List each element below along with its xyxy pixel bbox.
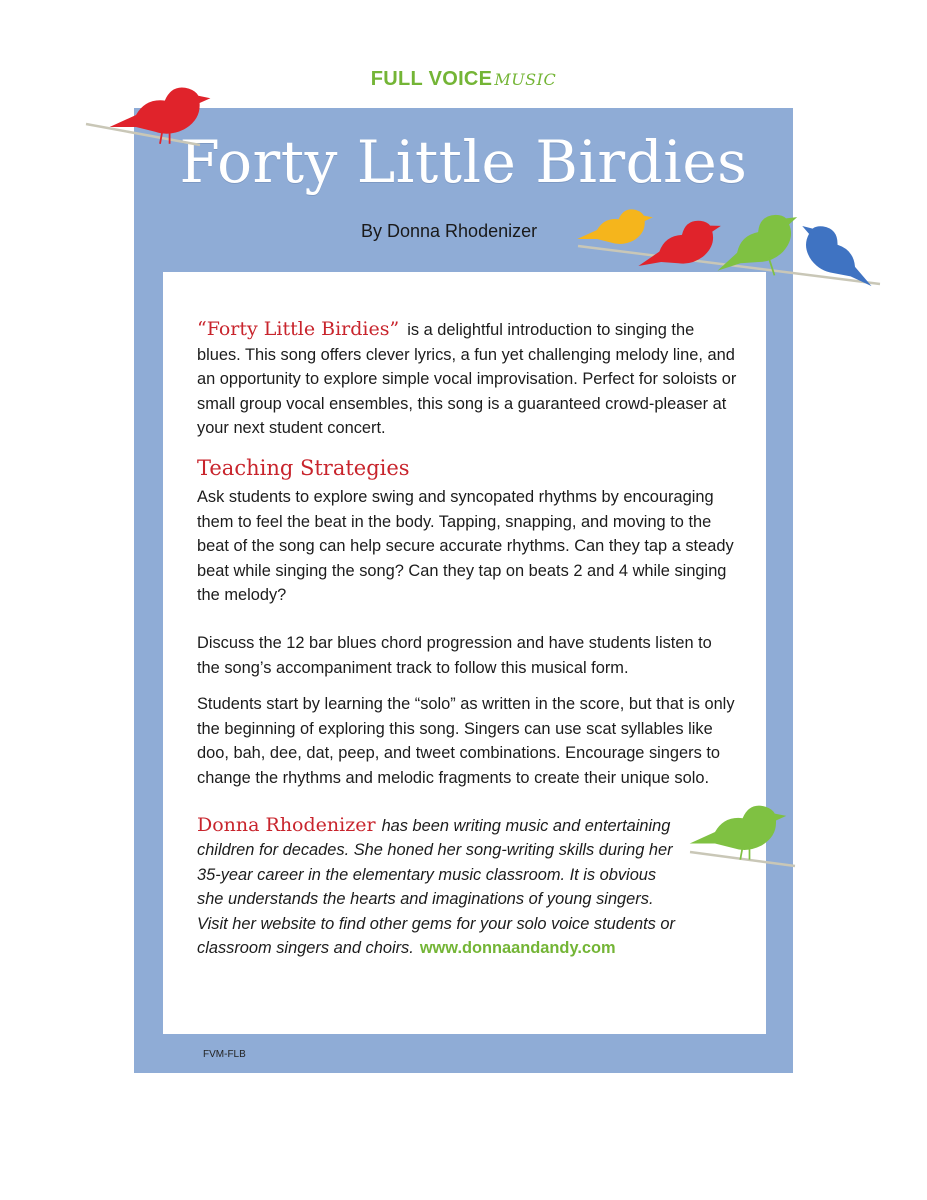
intro-title: “Forty Little Birdies” bbox=[197, 318, 400, 340]
byline: By Donna Rhodenizer bbox=[361, 221, 538, 241]
brand-name: FULL VOICE bbox=[370, 68, 493, 90]
intro-text: is a delightful introduction to singing the blues. This song offers clever lyrics, a fun yet challenging melody line, and an opportunity to explore simple vocal improvisation. Perfect for soloists or small group vocal ensembles, this song is a guaranteed crowd-pleaser at your next student concert. bbox=[197, 321, 737, 438]
page-title: Forty Little Birdies bbox=[179, 128, 748, 196]
strategy-paragraph: Discuss the 12 bar blues chord progression and have students listen to the song’s accompaniment track to follow this musical form. bbox=[197, 633, 712, 677]
bio-text: has been writing music and entertaining children for decades. She honed her song-writing skills during her 35-year career in the elementary music classroom. It is obvious she understands the hearts and imaginations of young singers. Visit her website to find other gems for your solo voice students or classroom singers and choirs. bbox=[197, 816, 675, 958]
section-heading: Teaching Strategies bbox=[197, 455, 410, 480]
author-name: Donna Rhodenizer bbox=[197, 813, 376, 836]
red-bird-icon bbox=[110, 88, 211, 144]
strategy-paragraph: Ask students to explore swing and syncopated rhythms by encouraging them to feel the beat in the body. Tapping, snapping, and moving to the beat of the song can help secure accurate rhythms. Can they tap a steady beat while singing the song? Can they tap on beats 2 and 4 while singing the melody? bbox=[197, 487, 734, 605]
yellow-bird-icon bbox=[577, 209, 653, 244]
brand-music: MUSIC bbox=[494, 70, 557, 89]
product-code: FVM-FLB bbox=[203, 1049, 246, 1060]
intro-paragraph bbox=[197, 317, 737, 441]
blue-bird-icon bbox=[789, 218, 886, 292]
website-link[interactable]: www.donnaandandy.com bbox=[419, 939, 616, 958]
green-bird-icon bbox=[706, 208, 812, 292]
strategy-paragraph: Students start by learning the “solo” as written in the score, but that is only the beginning of exploring this song. Singers can use scat syllables like doo, bah, dee, dat, peep, and tweet combinations. Encourage singers to change the rhythms and melodic fragments to create their unique solo. bbox=[197, 695, 735, 787]
main-content bbox=[197, 317, 737, 961]
author-bio bbox=[197, 813, 687, 962]
